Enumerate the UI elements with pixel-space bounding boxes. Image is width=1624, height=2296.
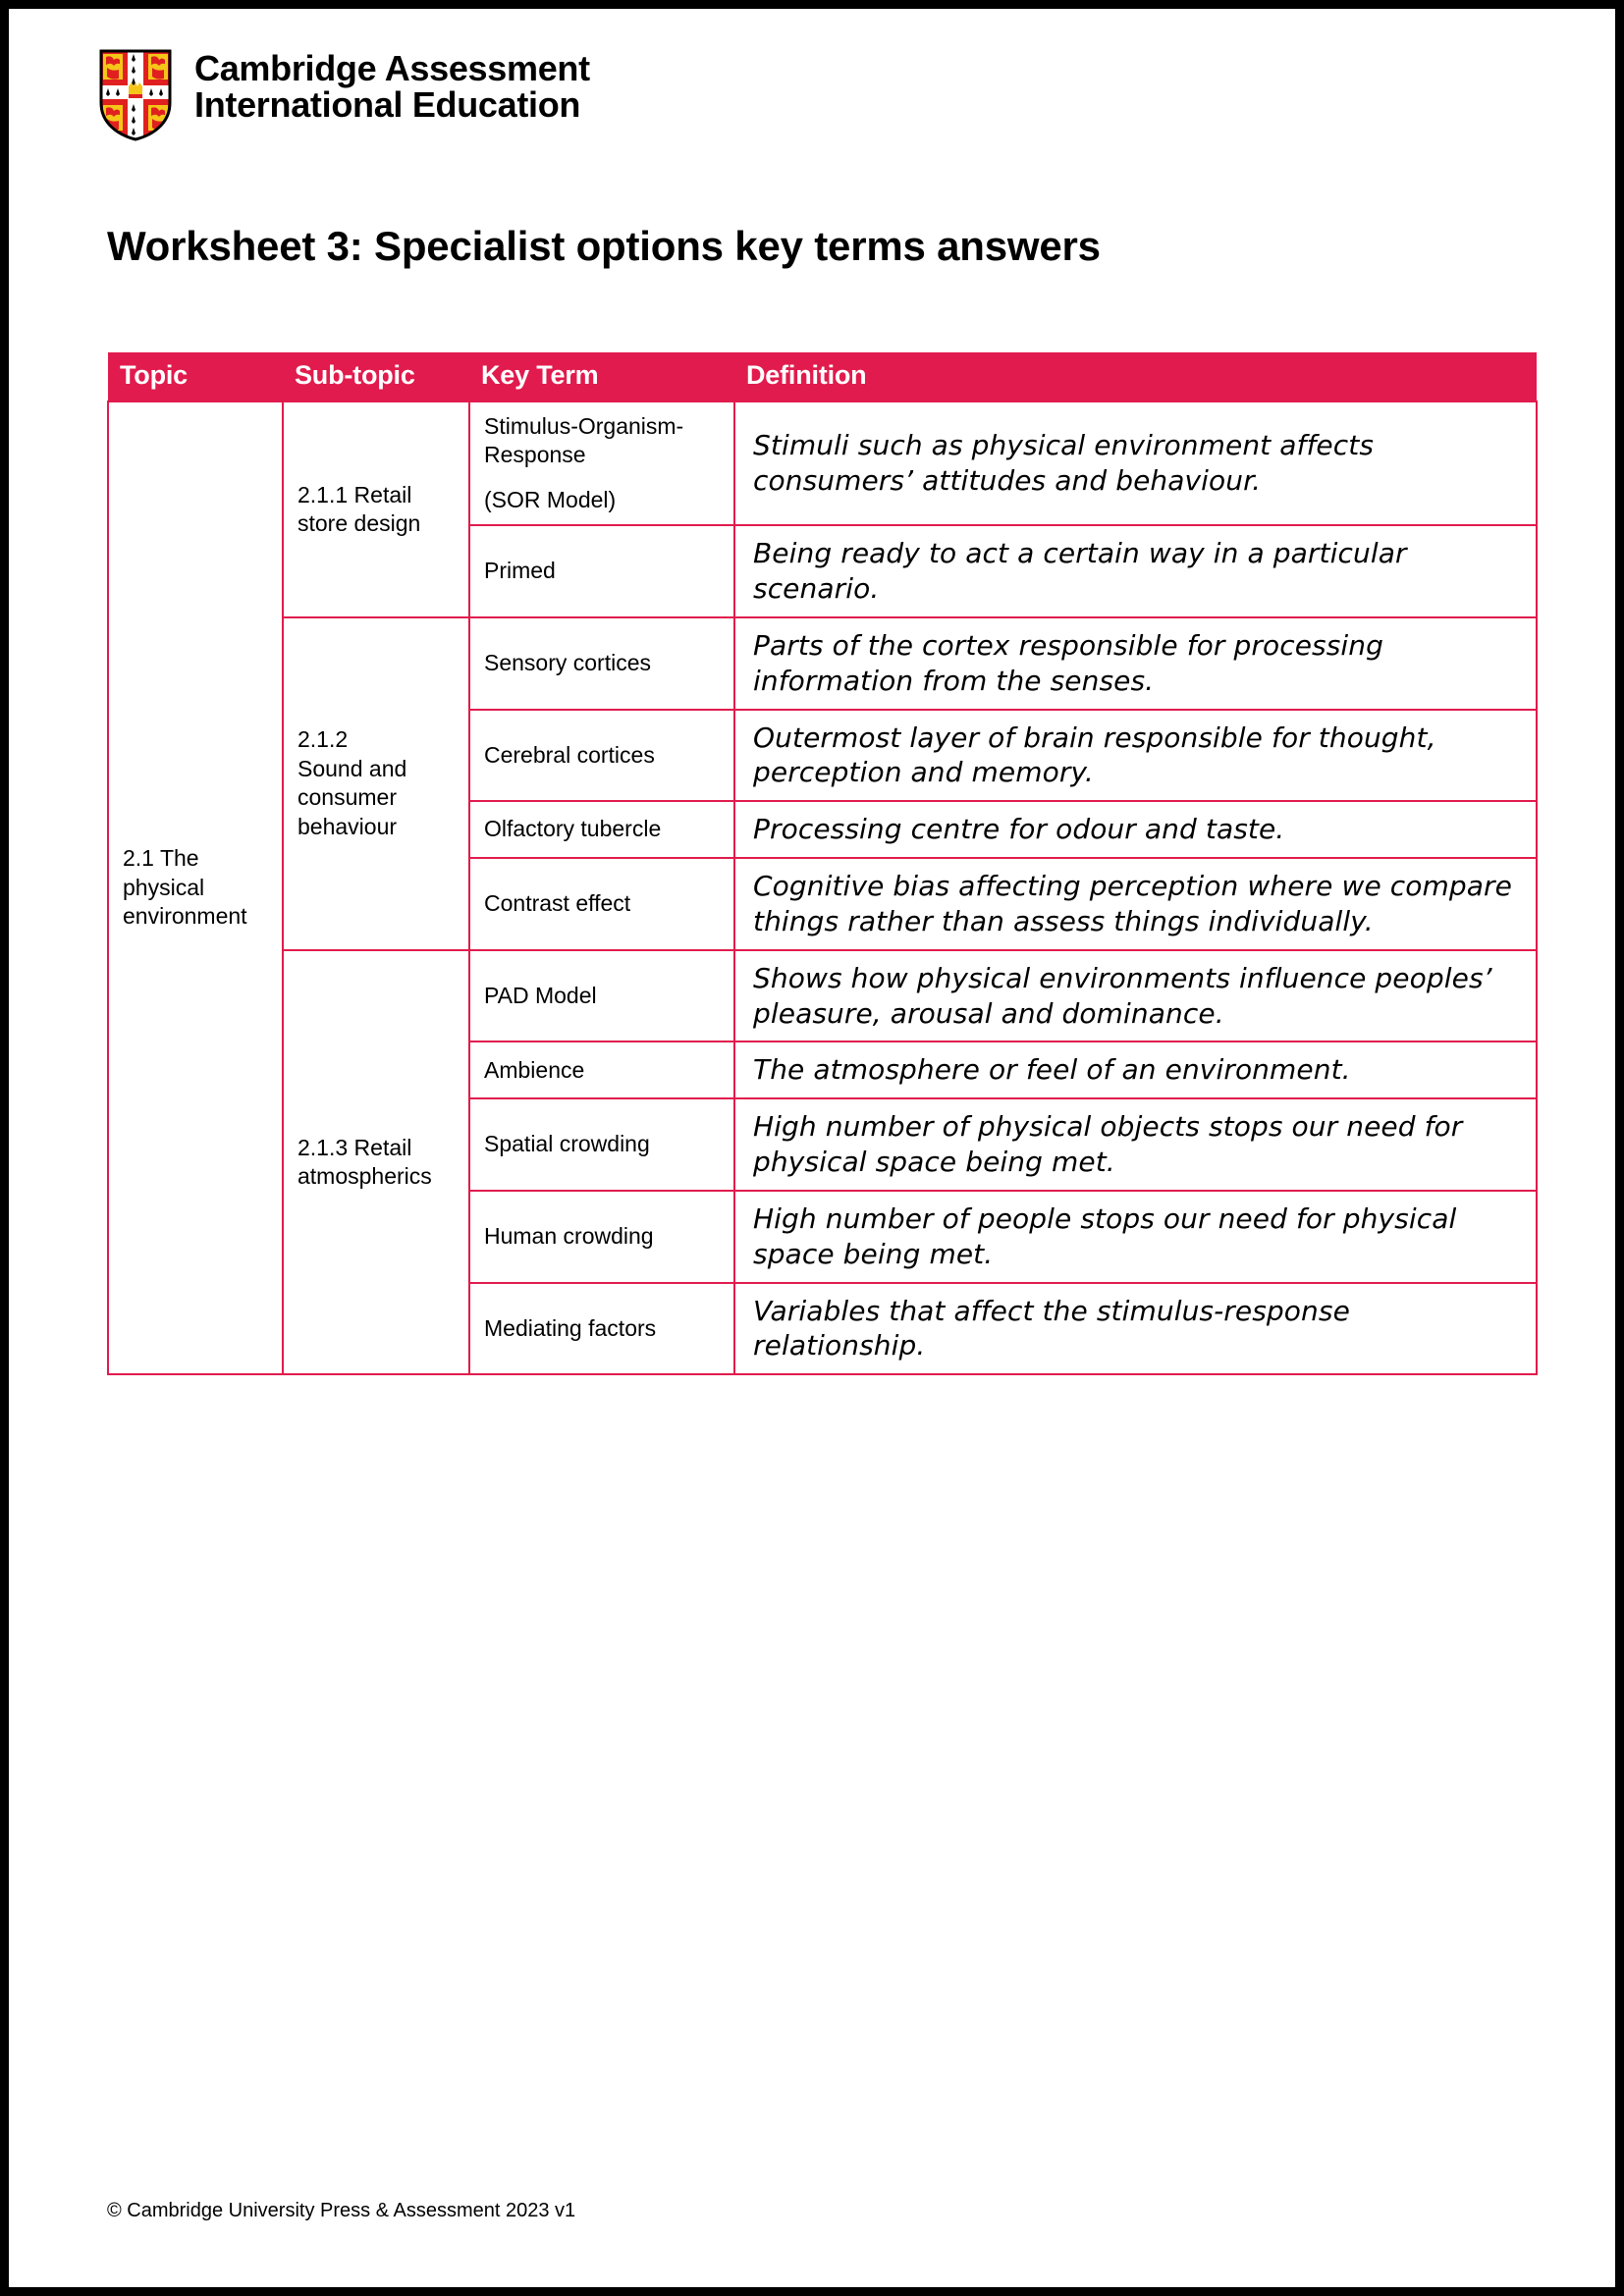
subtopic-label-line-2: atmospherics	[298, 1162, 432, 1189]
definition-cell: Being ready to act a certain way in a particular scenario.	[734, 525, 1537, 617]
page-title: Worksheet 3: Specialist options key terms answers	[107, 223, 1101, 269]
logo-line-2: International Education	[194, 84, 581, 126]
subtopic-cell	[283, 950, 469, 1374]
subtopic-label-line-1: 2.1.3 Retail	[298, 1134, 412, 1160]
key-term-cell	[469, 950, 734, 1042]
subtopic-cell	[283, 617, 469, 950]
table-row	[108, 617, 1537, 710]
column-header-definition: Definition	[734, 352, 1537, 401]
definition-cell: Variables that affect the stimulus-response relationship.	[734, 1283, 1537, 1375]
key-term-line-1: Stimulus-Organism-	[484, 413, 684, 439]
key-term-line-1: Olfactory tubercle	[484, 816, 662, 842]
key-term-cell	[469, 710, 734, 802]
key-term-line-1: Cerebral cortices	[484, 741, 655, 768]
key-term-line-1: Mediating factors	[484, 1314, 657, 1341]
cambridge-logo-text	[194, 50, 590, 124]
table-body	[108, 401, 1537, 1374]
cambridge-shield-icon	[98, 48, 173, 142]
table-row	[108, 950, 1537, 1042]
cambridge-logo	[98, 48, 590, 142]
subtopic-label-line-1: 2.1.2	[298, 726, 349, 753]
key-term-cell	[469, 1041, 734, 1098]
definition-cell: High number of people stops our need for physical space being met.	[734, 1191, 1537, 1283]
key-term-cell	[469, 1283, 734, 1375]
key-term-cell	[469, 801, 734, 858]
subtopic-cell	[283, 401, 469, 617]
definition-cell: The atmosphere or feel of an environment.	[734, 1041, 1537, 1098]
key-term-cell	[469, 525, 734, 617]
subtopic-label-line-2: store design	[298, 509, 421, 536]
key-term-cell	[469, 1098, 734, 1191]
key-term-line-3: (SOR Model)	[484, 486, 617, 512]
key-term-line-1: Contrast effect	[484, 890, 631, 917]
key-terms-table	[107, 352, 1538, 1375]
key-term-line-1: Spatial crowding	[484, 1131, 650, 1157]
column-header-subtopic: Sub-topic	[283, 352, 469, 401]
key-term-cell	[469, 858, 734, 950]
key-term-line-1: Sensory cortices	[484, 650, 652, 676]
key-term-cell	[469, 617, 734, 710]
column-header-topic: Topic	[108, 352, 283, 401]
subtopic-label-line-2: Sound and consumer behaviour	[298, 755, 407, 839]
key-term-line-2: Response	[484, 442, 586, 468]
subtopic-label-line-1: 2.1.1 Retail	[298, 481, 412, 507]
definition-cell: Processing centre for odour and taste.	[734, 801, 1537, 858]
key-term-line-1: Human crowding	[484, 1223, 654, 1250]
key-term-cell	[469, 401, 734, 525]
copyright-footer: © Cambridge University Press & Assessment 2023 v1	[107, 2200, 576, 2221]
key-term-line-1: Primed	[484, 558, 556, 584]
logo-line-1: Cambridge Assessment	[194, 48, 590, 88]
key-term-line-1: Ambience	[484, 1056, 585, 1083]
definition-cell: Parts of the cortex responsible for processing information from the senses.	[734, 617, 1537, 710]
key-term-line-1: PAD Model	[484, 982, 597, 1008]
key-term-cell	[469, 1191, 734, 1283]
definition-cell: Outermost layer of brain responsible for thought, perception and memory.	[734, 710, 1537, 802]
definition-cell: Cognitive bias affecting perception where we compare things rather than assess things individually.	[734, 858, 1537, 950]
topic-cell: 2.1 The physical environment	[108, 401, 283, 1374]
definition-cell: Shows how physical environments influence peoples’ pleasure, arousal and dominance.	[734, 950, 1537, 1042]
definition-cell: High number of physical objects stops our need for physical space being met.	[734, 1098, 1537, 1191]
table-row	[108, 401, 1537, 525]
definition-cell: Stimuli such as physical environment affects consumers’ attitudes and behaviour.	[734, 401, 1537, 525]
table-header-row	[108, 352, 1537, 401]
column-header-key-term: Key Term	[469, 352, 734, 401]
